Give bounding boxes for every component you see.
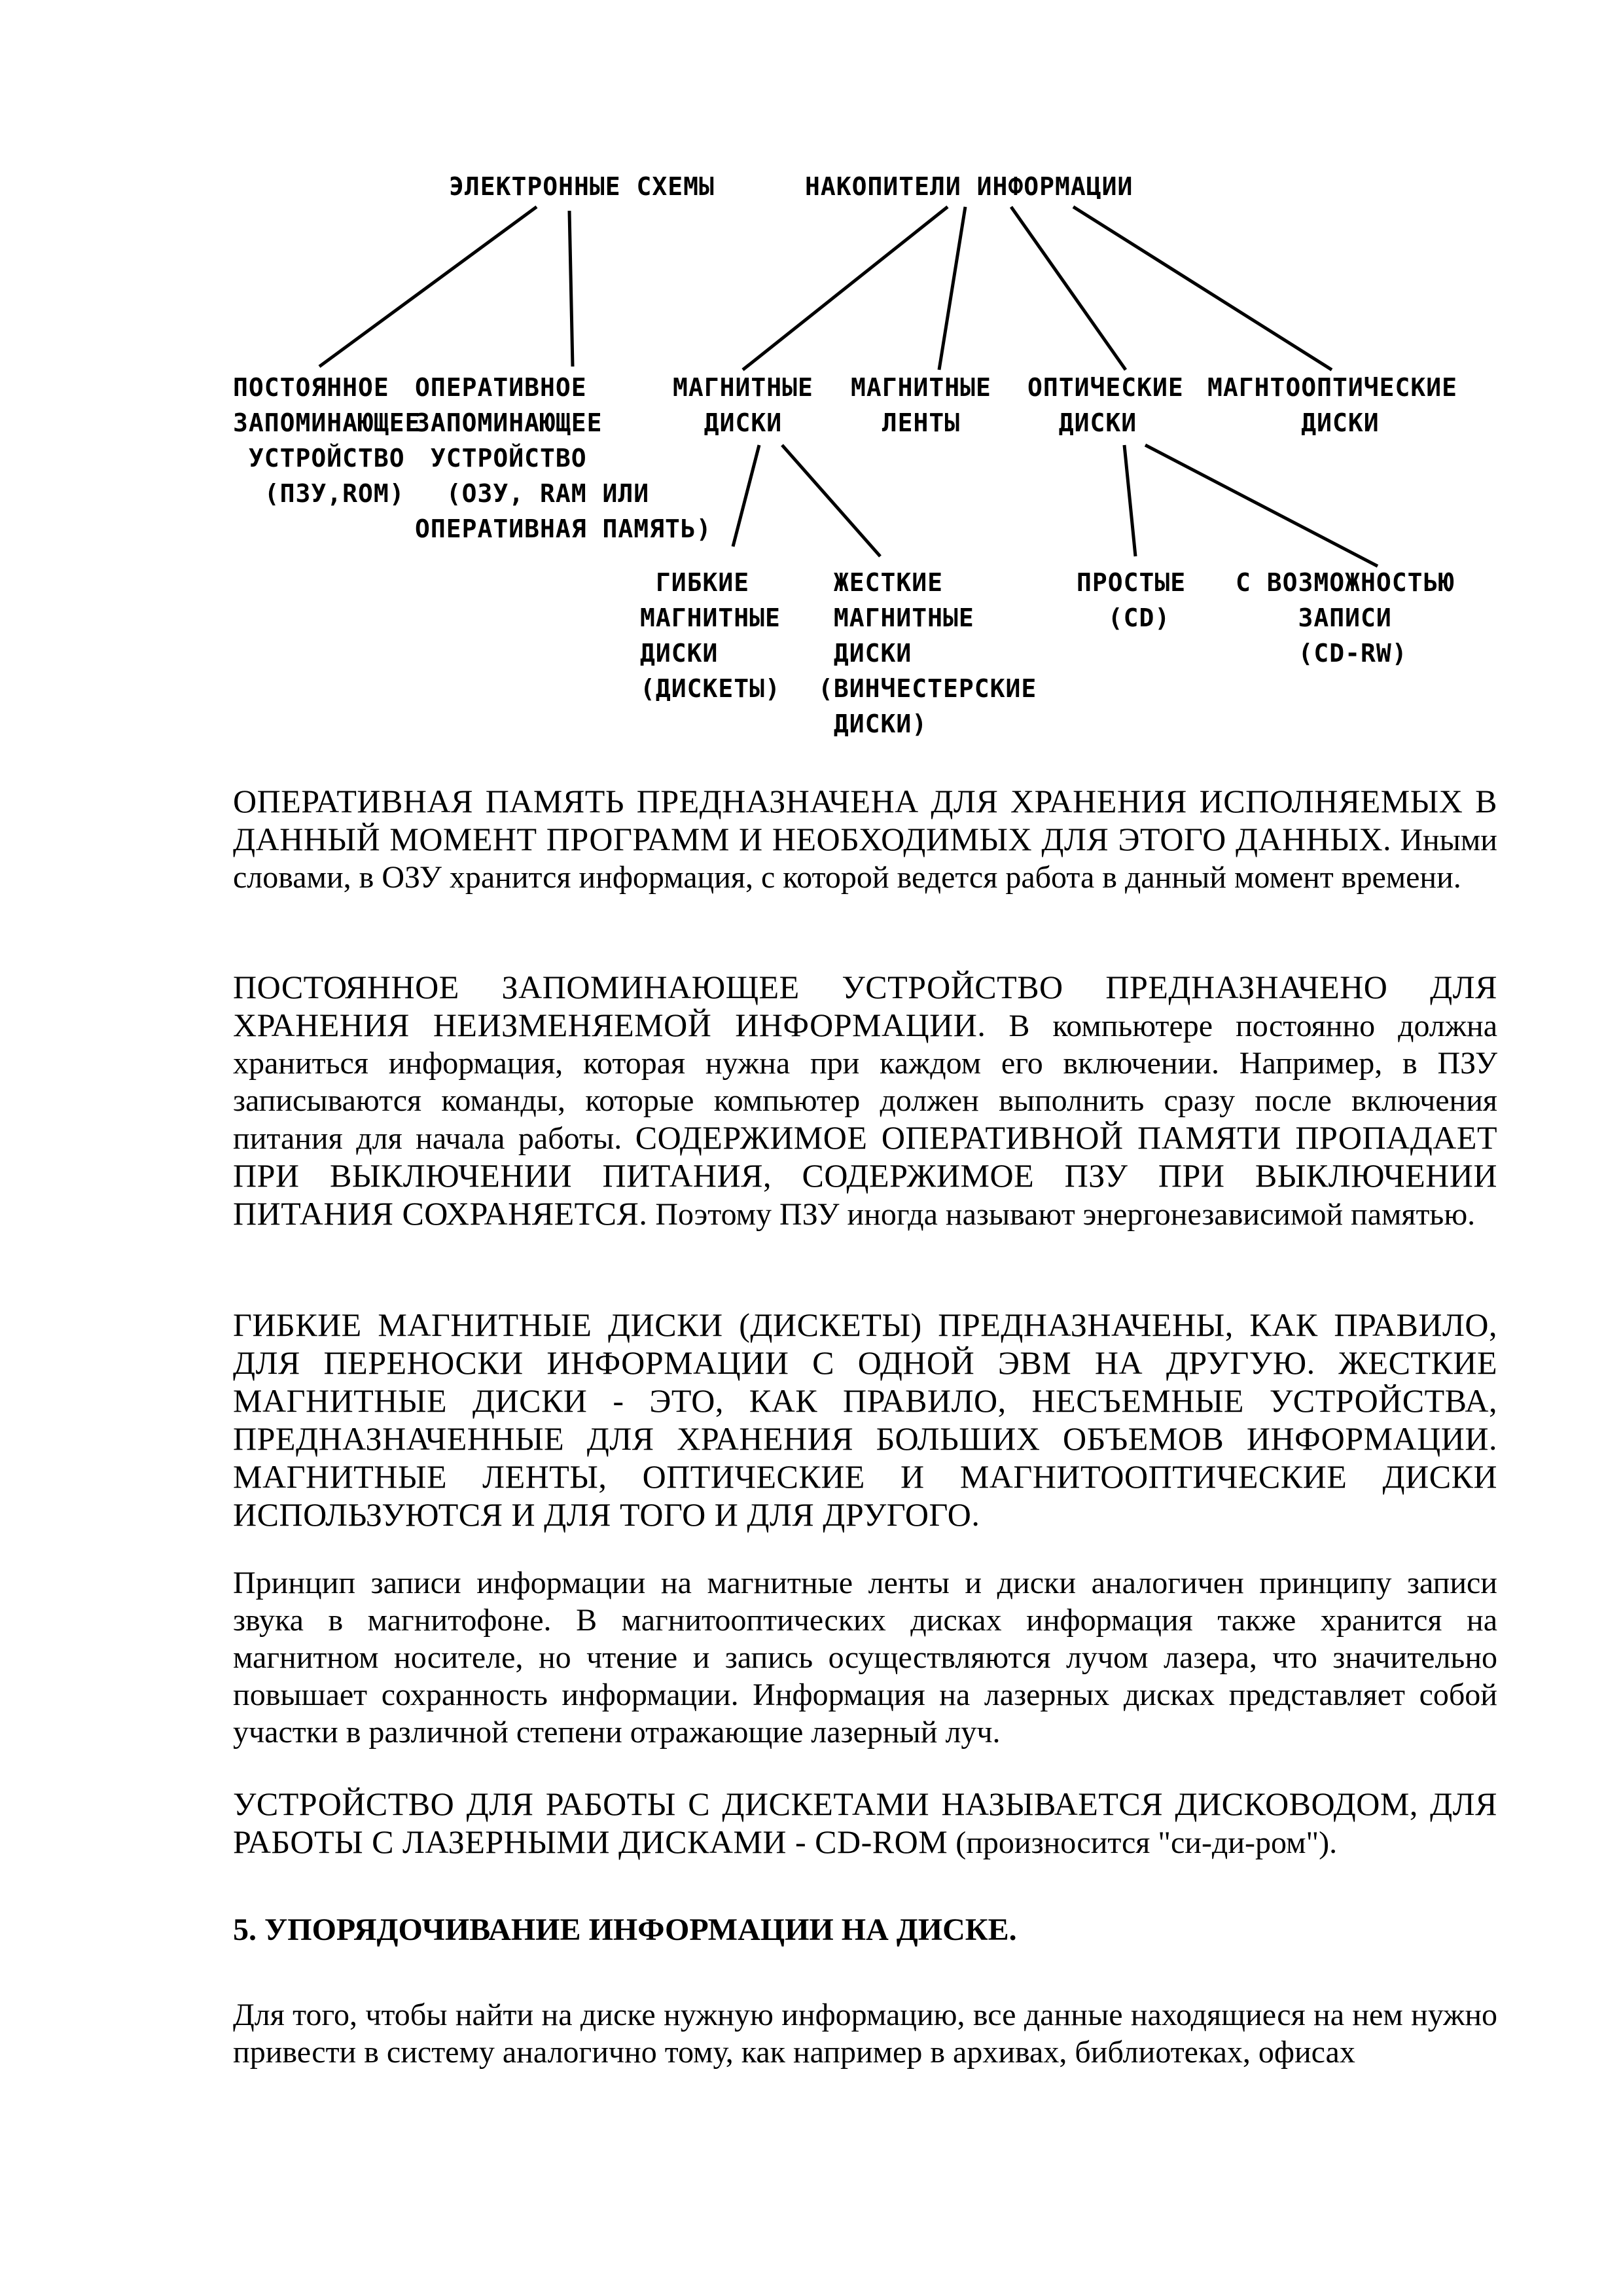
label-magnetic-disks: МАГНИТНЫЕ ДИСКИ [673, 373, 813, 437]
paragraph-ram [233, 783, 1497, 896]
rom-definition: ПОСТОЯННОЕ ЗАПОМИНАЮЩЕЕ УСТРОЙСТВО ПРЕДНАЗНАЧЕНО ДЛЯ ХРАНЕНИЯ НЕИЗМЕНЯЕМОЙ ИНФОРМАЦИИ. [233, 969, 1497, 1043]
paragraph-drives [233, 1785, 1497, 1861]
label-ram: ОПЕРАТИВНОЕ ЗАПОМИНАЮЩЕЕ УСТРОЙСТВО (ОЗУ, RAM ИЛИ ОПЕРАТИВНАЯ ПАМЯТЬ) [415, 373, 712, 543]
label-magnetic-tapes: МАГНИТНЫЕ ЛЕНТЫ [851, 373, 991, 437]
ram-explanation: Иными словами, в ОЗУ хранится информация, с которой ведется работа в данный момент времени. [233, 823, 1497, 895]
line-storage-to-optical [1011, 207, 1126, 370]
rom-nonvolatile-note: Поэтому ПЗУ иногда называют энергонезависимой памятью. [647, 1197, 1476, 1232]
rom-ram-volatility: СОДЕРЖИМОЕ ОПЕРАТИВНОЙ ПАМЯТИ ПРОПАДАЕТ ПРИ ВЫКЛЮЧЕНИИ ПИТАНИЯ, СОДЕРЖИМОЕ ПЗУ ПРИ ВЫКЛЮЧЕНИИ ПИТАНИЯ СОХРАНЯЕТСЯ. [233, 1119, 1497, 1232]
label-rom: ПОСТОЯННОЕ ЗАПОМИНАЮЩЕЕ УСТРОЙСТВО (ПЗУ,ROM) [233, 373, 421, 508]
paragraph-rom [233, 969, 1497, 1233]
label-magneto-optical-disks: МАГНТООПТИЧЕСКИЕ ДИСКИ [1207, 373, 1458, 437]
ram-definition: ОПЕРАТИВНАЯ ПАМЯТЬ ПРЕДНАЗНАЧЕНА ДЛЯ ХРАНЕНИЯ ИСПОЛНЯЕМЫХ В ДАННЫЙ МОМЕНТ ПРОГРАММ И НЕОБХОДИМЫХ ДЛЯ ЭТОГО ДАННЫХ. [233, 783, 1497, 857]
rom-explanation: В компьютере постоянно должна храниться информация, которая нужна при каждом его включении. Например, в ПЗУ записываются команды, которые компьютер должен выполнить сразу после включения питания для начала работы. [233, 1009, 1497, 1156]
label-floppy-disks: ГИБКИЕ МАГНИТНЫЕ ДИСКИ (ДИСКЕТЫ) [640, 568, 781, 703]
label-optical-disks: ОПТИЧЕСКИЕ ДИСКИ [1027, 373, 1184, 437]
line-storage-to-magdisks [743, 207, 948, 370]
paragraph-recording-principle [233, 1564, 1497, 1751]
label-hard-disks: ЖЕСТКИЕ МАГНИТНЫЕ ДИСКИ (ВИНЧЕСТЕРСКИЕ ДИСКИ) [818, 568, 1037, 738]
section-5-title: 5. УПОРЯДОЧИВАНИЕ ИНФОРМАЦИИ НА ДИСКЕ. [233, 1912, 1017, 1947]
section-heading [233, 1911, 1497, 1948]
line-electronic-to-rom [319, 207, 537, 367]
line-electronic-to-ram [569, 211, 573, 367]
ordering-text: Для того, чтобы найти на диске нужную информацию, все данные находящиеся на нем нужно привести в систему аналогично тому, как например в архивах, библиотеках, офисах [233, 1998, 1497, 2070]
label-electronic-circuits: ЭЛЕКТРОННЫЕ СХЕМЫ [449, 172, 715, 201]
storage-diagram [0, 0, 1623, 740]
label-simple-cd: ПРОСТЫЕ (CD) [1077, 568, 1186, 632]
paragraph-disks [233, 1306, 1497, 1534]
recording-principle-text: Принцип записи информации на магнитные ленты и диски аналогичен принципу записи звука в магнитофоне. В магнитооптических дисках информация также хранится на магнитном носителе, но чтение и запись осуществляются лучом лазера, что значительно повышает сохранность информации. Информация на лазерных дисках представляет собой участки в различной степени отражающие лазерный луч. [233, 1566, 1497, 1749]
line-optical-to-writable [1145, 445, 1378, 566]
line-storage-to-magopt [1073, 207, 1332, 370]
label-storage-devices: НАКОПИТЕЛИ ИНФОРМАЦИИ [805, 172, 1133, 201]
line-storage-to-tapes [939, 207, 965, 370]
disks-purpose: ГИБКИЕ МАГНИТНЫЕ ДИСКИ (ДИСКЕТЫ) ПРЕДНАЗНАЧЕНЫ, КАК ПРАВИЛО, ДЛЯ ПЕРЕНОСКИ ИНФОРМАЦИИ С ОДНОЙ ЭВМ НА ДРУГУЮ. ЖЕСТКИЕ МАГНИТНЫЕ ДИСКИ - ЭТО, КАК ПРАВИЛО, НЕСЪЕМНЫЕ УСТРОЙСТВА, ПРЕДНАЗНАЧЕННЫЕ ДЛЯ ХРАНЕНИЯ БОЛЬШИХ ОБЪЕМОВ ИНФОРМАЦИИ. МАГНИТНЫЕ ЛЕНТЫ, ОПТИЧЕСКИЕ И МАГНИТООПТИЧЕСКИЕ ДИСКИ ИСПОЛЬЗУЮТСЯ И ДЛЯ ТОГО И ДЛЯ ДРУГОГО. [233, 1306, 1497, 1533]
paragraph-ordering [233, 1996, 1497, 2071]
line-magdisks-to-hard [782, 445, 880, 556]
line-magdisks-to-floppy [733, 445, 759, 547]
line-optical-to-simple [1124, 445, 1135, 556]
label-writable-cd: С ВОЗМОЖНОСТЬЮ ЗАПИСИ (CD-RW) [1236, 568, 1455, 668]
drives-pronunciation: (произносится "си-ди-ром"). [948, 1825, 1338, 1860]
drives-definition: УСТРОЙСТВО ДЛЯ РАБОТЫ С ДИСКЕТАМИ НАЗЫВАЕТСЯ ДИСКОВОДОМ, ДЛЯ РАБОТЫ С ЛАЗЕРНЫМИ ДИСКАМИ - CD-ROM [233, 1785, 1497, 1860]
